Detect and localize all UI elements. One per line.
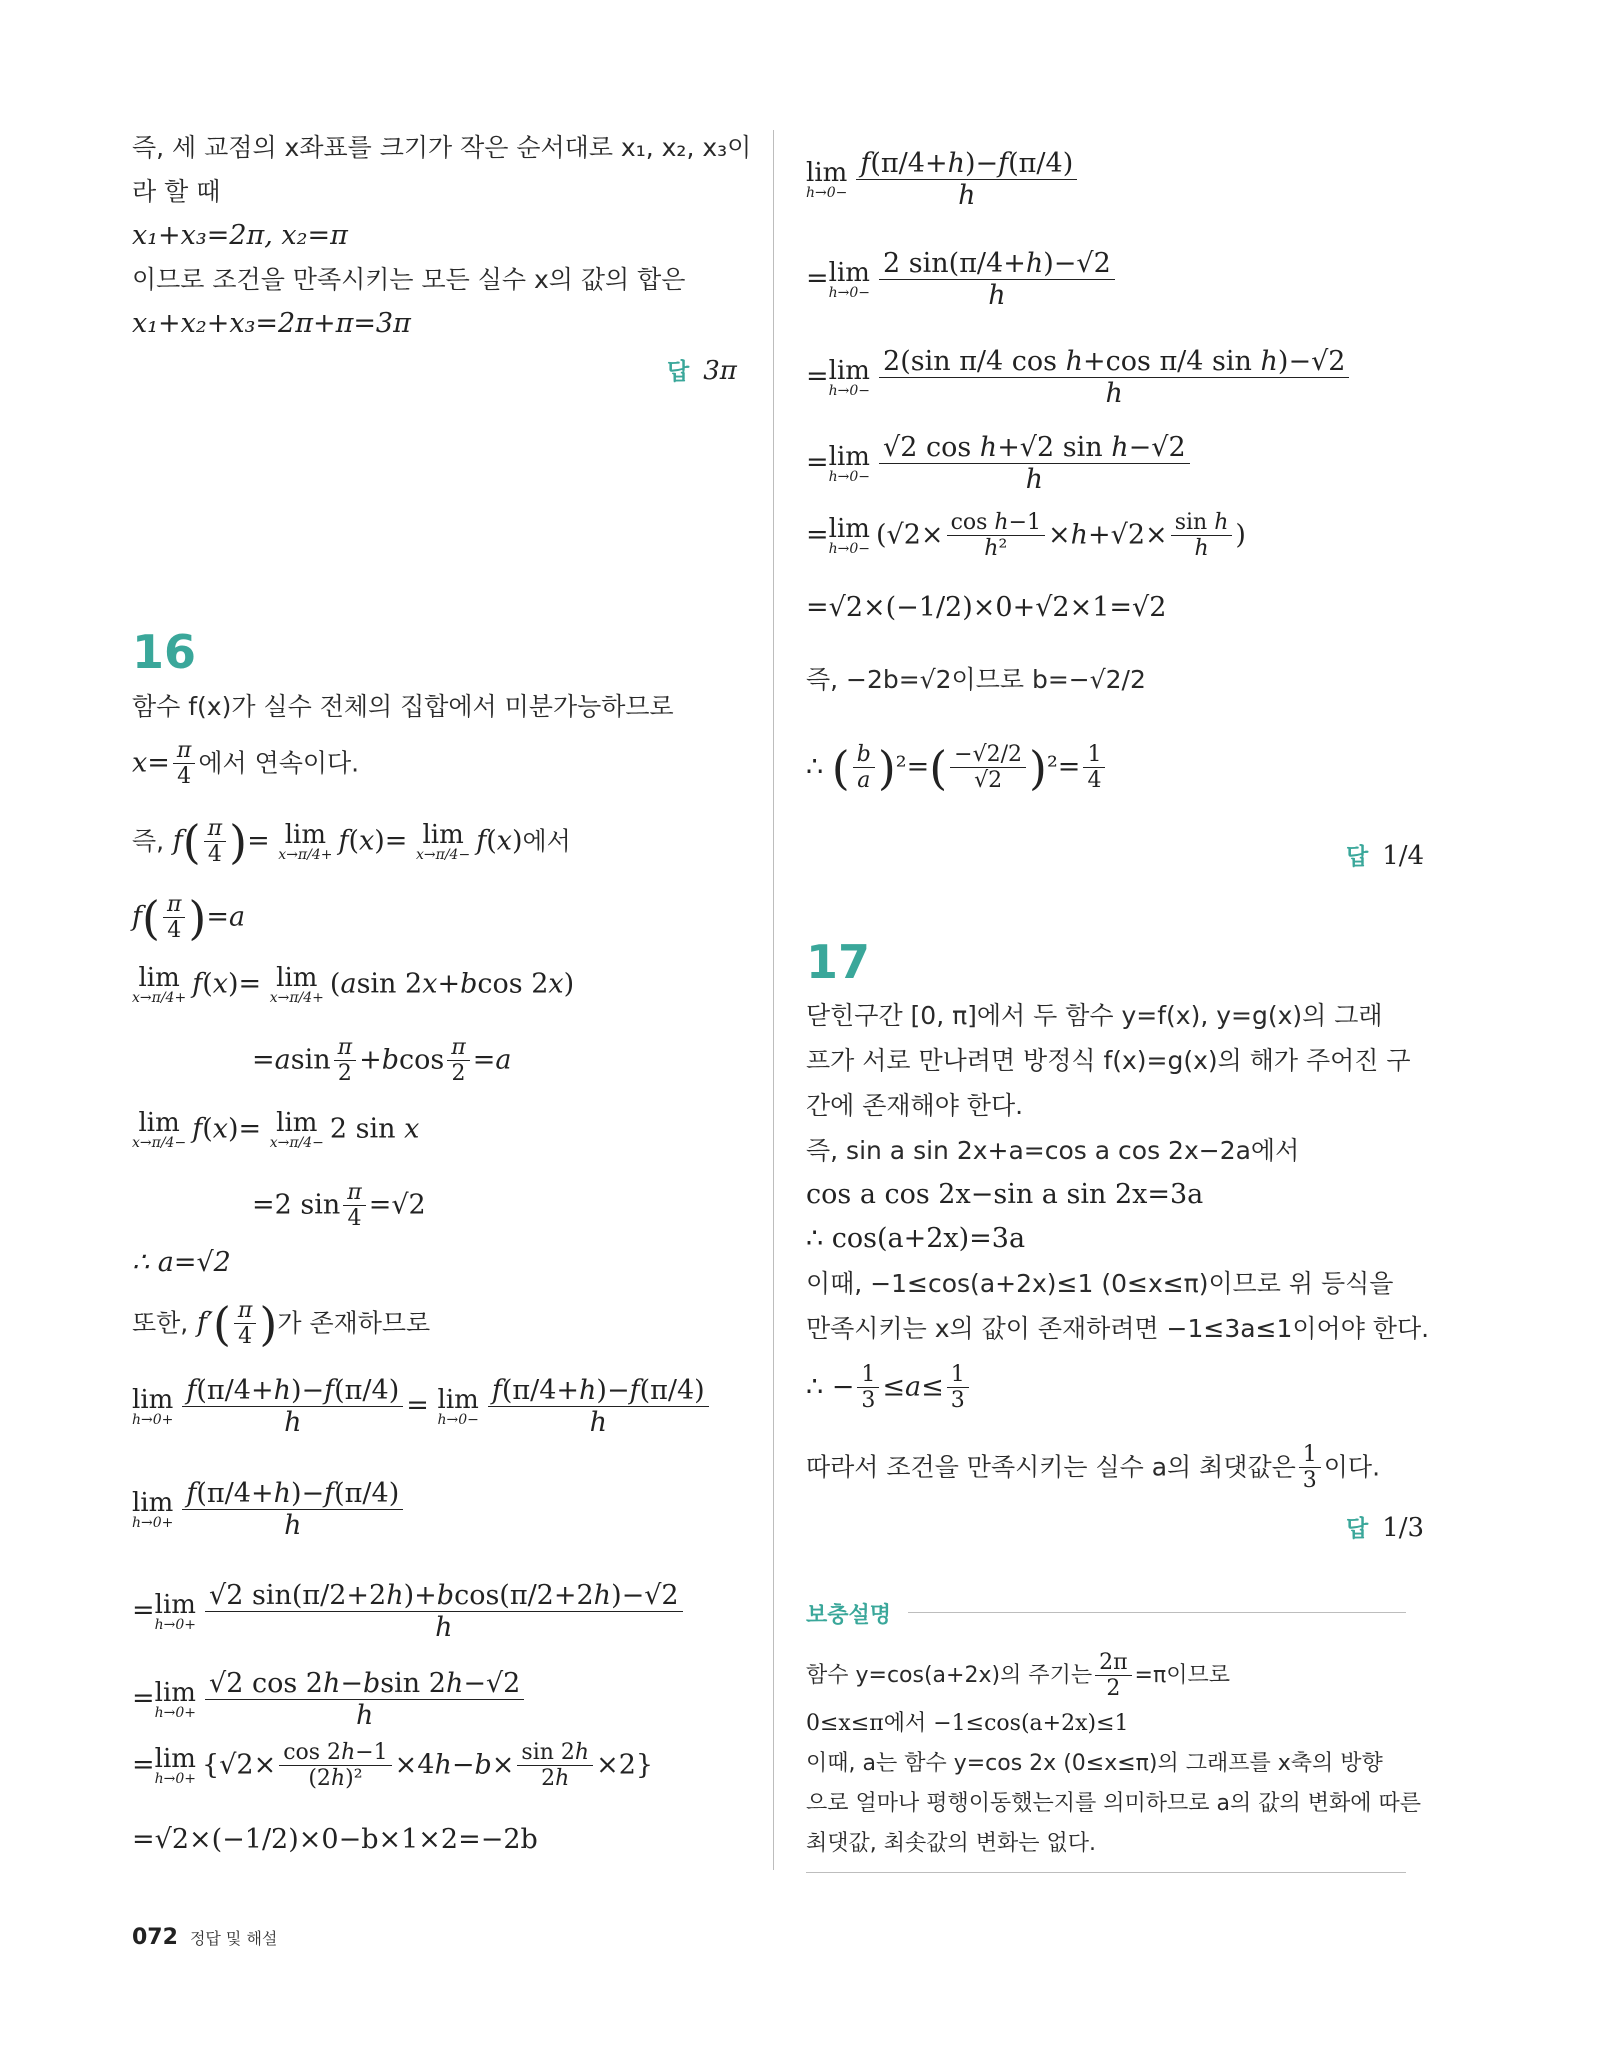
p16-f-value: f( $\frac{\pi}{4}$ )=a (132, 890, 246, 945)
p16-right-derivative-step2: = lim h→0+ $\frac{√2 \cos 2h-bsin 2h-√2}{h}$ (132, 1668, 527, 1731)
p16-derivative-exists: 또한, f′( $\frac{\pi}{4}$ )가 존재하므로 (132, 1296, 431, 1351)
p16-left-derivative-step4: = lim h→0− (√2× $\frac{\text{cos h−1}}{\text{h²}}$ ×h+√2× $\frac{\text{sin h}}{h}$ ) (806, 510, 1246, 562)
supplement-period: 함수 y=cos(a+2x)의 주기는 $\frac{2\pi}{2}$ =π이므로 (806, 1650, 1230, 1702)
p17-line: 닫힌구간 [0, π]에서 두 함수 y=f(x), y=g(x)의 그래 (806, 1001, 1383, 1030)
page-label: 정답 및 해설 (189, 1929, 278, 1948)
intro-line: 즉, 세 교점의 x좌표를 크기가 작은 순서대로 x₁, x₂, x₃이 (132, 133, 752, 162)
intro-line: 이므로 조건을 만족시키는 모든 실수 x의 값의 합은 (132, 265, 686, 294)
problem-number-17: 17 (806, 935, 871, 989)
p16-right-limit: lim x→π/4+ f(x)= lim x→π/4+ (asin 2x+bcos 2x) (132, 963, 575, 1006)
answer-label: 답 (667, 359, 690, 385)
answer-value: 1/4 (1382, 841, 1425, 871)
p16-left-limit-value: =2 sin $\frac{\pi}{4}$ =√2 (252, 1180, 426, 1232)
page-number: 072 (132, 1925, 178, 1950)
answer-p17 (1346, 1510, 1424, 1543)
p16-final-ratio: ∴ ( $\frac{b}{a}$ )²=( $\frac{-√2/2}{√2}$ )²= $\frac{1}{4}$ (806, 742, 1108, 794)
p17-line: cos a cos 2x−sin a sin 2x=3a (806, 1179, 1204, 1210)
p16-right-derivative-result: =√2×(−1/2)×0−b×1×2=−2b (132, 1824, 538, 1855)
problem-number-16: 16 (132, 625, 197, 679)
p16-right-derivative-step3: = lim h→0+ {√2× $\frac{\cos 2h-1}{\text{(2h)²}}$ ×4h−b× $\frac{\sin 2h}{2h}$ ×2} (132, 1740, 654, 1792)
p17-line: 프가 서로 만나려면 방정식 f(x)=g(x)의 해가 주어진 구 (806, 1046, 1411, 1075)
p16-left-derivative-step3: = lim h→0− $\frac{\text{√2 cos h+√2 sin h−√2}}{h}$ (806, 432, 1193, 495)
supplement-title: 보충설명 (806, 1603, 892, 1628)
p16-right-limit-value: =asin $\frac{\pi}{2}$ +bcos $\frac{\pi}{2}$ =a (252, 1035, 512, 1087)
supplement-rule (908, 1612, 1406, 1613)
p17-conclusion: 따라서 조건을 만족시키는 실수 a의 최댓값은 $\frac{1}{3}$ 이다. (806, 1442, 1381, 1494)
page-footer (132, 1925, 277, 1950)
p16-right-derivative-step1: = lim h→0+ $\frac{√2 \sin(\pi/2+2h)+bcos(\pi/2+2h)-√2}{h}$ (132, 1580, 686, 1643)
p16-left-derivative-step1: = lim h→0− $\frac{2 \sin(\pi/4+h)-√2}{h}$ (806, 248, 1118, 311)
supplement-line: 으로 얼마나 평행이동했는지를 의미하므로 a의 값의 변화에 따른 (806, 1791, 1421, 1816)
p17-line: 즉, sin a sin 2x+a=cos a cos 2x−2a에서 (806, 1136, 1300, 1165)
supplement-line: 최댓값, 최솟값의 변화는 없다. (806, 1831, 1096, 1856)
p16-left-derivative-step2: = lim h→0− $\frac{\text{2(sin π/4 cos h+cos π/4 sin h)−√2}}{h}$ (806, 346, 1352, 409)
answer-label: 답 (1346, 1516, 1369, 1542)
p16-left-derivative-result: =√2×(−1/2)×0+√2×1=√2 (806, 592, 1167, 623)
supplement-line: 이때, a는 함수 y=cos 2x (0≤x≤π)의 그래프를 x축의 방향 (806, 1751, 1383, 1776)
p16-continuity-line: x= $\frac{\pi}{4}$ 에서 연속이다. (132, 738, 360, 790)
p16-line: 함수 f(x)가 실수 전체의 집합에서 미분가능하므로 (132, 692, 674, 721)
p16-right-derivative: lim h→0+ $\frac{f(\pi/4+h)-f(\pi/4)}{h}$ (132, 1478, 406, 1541)
p16-a-result: ∴ a=√2 (132, 1247, 231, 1278)
supplement-line: 0≤x≤π에서 −1≤cos(a+2x)≤1 (806, 1711, 1129, 1736)
answer-value: 3π (703, 356, 737, 386)
answer-3pi (667, 353, 737, 386)
p16-derivative-equality: lim h→0+ $\frac{f(\pi/4+h)-f(\pi/4)}{h}$ = lim h→0− $\frac{f(\pi/4+h)-f(\pi/4)}{h}$ (132, 1375, 712, 1438)
p16-limit-condition: 즉, f( $\frac{\pi}{4}$ )= lim x→π/4+ f(x)= lim x→π/4− f(x)에서 (132, 814, 571, 869)
intro-line: x₁+x₂+x₃=2π+π=3π (132, 308, 411, 339)
p16-b-result: 즉, −2b=√2이므로 b=−√2/2 (806, 665, 1146, 694)
p17-line: 만족시키는 x의 값이 존재하려면 −1≤3a≤1이어야 한다. (806, 1314, 1430, 1343)
p17-line: 간에 존재해야 한다. (806, 1091, 1024, 1120)
answer-label: 답 (1346, 844, 1369, 870)
p17-line: 이때, −1≤cos(a+2x)≤1 (0≤x≤π)이므로 위 등식을 (806, 1269, 1394, 1298)
column-divider (773, 130, 774, 1870)
p17-inequality: ∴ − $\frac{1}{3}$ ≤a≤ $\frac{1}{3}$ (806, 1362, 972, 1414)
answer-value: 1/3 (1382, 1513, 1425, 1543)
p16-left-limit: lim x→π/4− f(x)= lim x→π/4− 2 sin x (132, 1108, 420, 1151)
p17-line: ∴ cos(a+2x)=3a (806, 1223, 1026, 1254)
answer-p16 (1346, 838, 1424, 871)
supplement-bottom-rule (806, 1872, 1406, 1873)
intro-line: x₁+x₃=2π, x₂=π (132, 220, 348, 251)
p16-left-derivative: lim h→0− $\frac{f(\pi/4+h)-f(\pi/4)}{h}$ (806, 148, 1080, 211)
intro-line: 라 할 때 (132, 177, 221, 206)
